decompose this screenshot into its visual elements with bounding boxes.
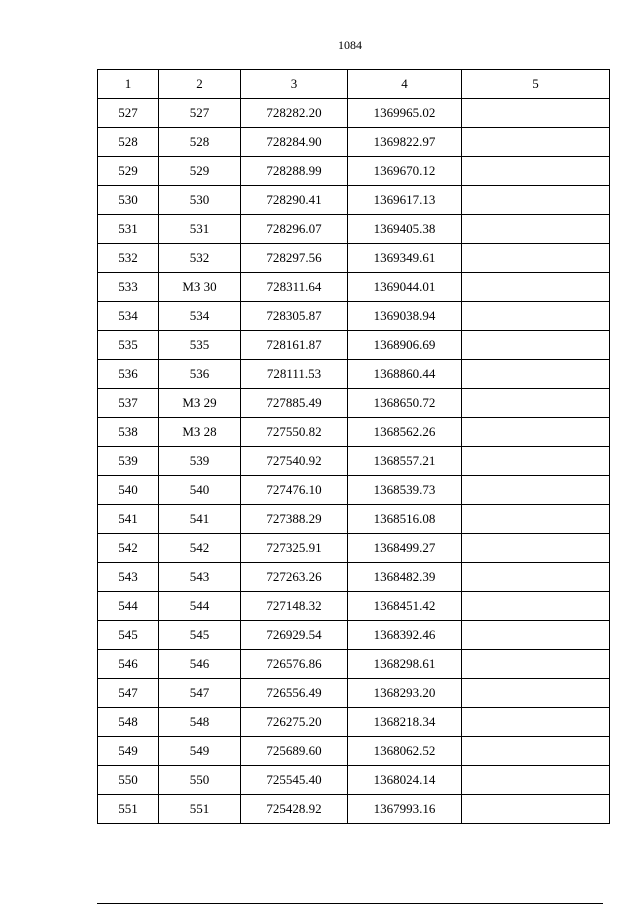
cell-number: 527 bbox=[98, 99, 159, 128]
table-row bbox=[98, 360, 610, 389]
cell-number: 531 bbox=[98, 215, 159, 244]
table-row bbox=[98, 186, 610, 215]
point-name: 531 bbox=[159, 215, 241, 244]
coordinate-x: 727325.91 bbox=[241, 534, 348, 563]
cell-number: 543 bbox=[98, 563, 159, 592]
coordinate-y: 1368024.14 bbox=[348, 766, 462, 795]
coordinate-y: 1368499.27 bbox=[348, 534, 462, 563]
point-name: 540 bbox=[159, 476, 241, 505]
cell-number: 535 bbox=[98, 331, 159, 360]
point-name: 532 bbox=[159, 244, 241, 273]
cell-number: 539 bbox=[98, 447, 159, 476]
coordinate-x: 728161.87 bbox=[241, 331, 348, 360]
point-name: 541 bbox=[159, 505, 241, 534]
coordinate-x: 728296.07 bbox=[241, 215, 348, 244]
table-row bbox=[98, 99, 610, 128]
note bbox=[462, 563, 610, 592]
coordinate-x: 725689.60 bbox=[241, 737, 348, 766]
table-header bbox=[98, 70, 610, 99]
table-row bbox=[98, 650, 610, 679]
cell-number: 547 bbox=[98, 679, 159, 708]
point-name: 528 bbox=[159, 128, 241, 157]
column-header-3: 3 bbox=[241, 70, 348, 99]
note bbox=[462, 447, 610, 476]
table-row bbox=[98, 766, 610, 795]
coordinates-table bbox=[97, 69, 610, 824]
coordinate-y: 1368650.72 bbox=[348, 389, 462, 418]
point-name: 550 bbox=[159, 766, 241, 795]
point-name: 549 bbox=[159, 737, 241, 766]
note bbox=[462, 476, 610, 505]
coordinate-x: 727540.92 bbox=[241, 447, 348, 476]
coordinate-y: 1369670.12 bbox=[348, 157, 462, 186]
note bbox=[462, 273, 610, 302]
note bbox=[462, 737, 610, 766]
point-name: 527 bbox=[159, 99, 241, 128]
cell-number: 541 bbox=[98, 505, 159, 534]
coordinate-y: 1368062.52 bbox=[348, 737, 462, 766]
coordinate-y: 1369617.13 bbox=[348, 186, 462, 215]
note bbox=[462, 99, 610, 128]
table-row bbox=[98, 157, 610, 186]
cell-number: 538 bbox=[98, 418, 159, 447]
note bbox=[462, 708, 610, 737]
cell-number: 529 bbox=[98, 157, 159, 186]
cell-number: 533 bbox=[98, 273, 159, 302]
table-row bbox=[98, 737, 610, 766]
coordinate-x: 728282.20 bbox=[241, 99, 348, 128]
note bbox=[462, 679, 610, 708]
coordinate-y: 1368516.08 bbox=[348, 505, 462, 534]
note bbox=[462, 128, 610, 157]
coordinate-y: 1369405.38 bbox=[348, 215, 462, 244]
column-header-4: 4 bbox=[348, 70, 462, 99]
cell-number: 546 bbox=[98, 650, 159, 679]
table-row bbox=[98, 621, 610, 650]
note bbox=[462, 534, 610, 563]
note bbox=[462, 360, 610, 389]
coordinate-x: 727550.82 bbox=[241, 418, 348, 447]
coordinate-x: 728305.87 bbox=[241, 302, 348, 331]
coordinate-y: 1368293.20 bbox=[348, 679, 462, 708]
coordinate-y: 1369349.61 bbox=[348, 244, 462, 273]
coordinate-y: 1368392.46 bbox=[348, 621, 462, 650]
note bbox=[462, 418, 610, 447]
note bbox=[462, 186, 610, 215]
point-name: 539 bbox=[159, 447, 241, 476]
coordinate-y: 1368482.39 bbox=[348, 563, 462, 592]
point-name: МЗ 29 bbox=[159, 389, 241, 418]
cell-number: 548 bbox=[98, 708, 159, 737]
table-row bbox=[98, 128, 610, 157]
note bbox=[462, 215, 610, 244]
coordinate-x: 727388.29 bbox=[241, 505, 348, 534]
coordinate-x: 726556.49 bbox=[241, 679, 348, 708]
point-name: 535 bbox=[159, 331, 241, 360]
cell-number: 537 bbox=[98, 389, 159, 418]
note bbox=[462, 244, 610, 273]
table-row bbox=[98, 331, 610, 360]
coordinate-x: 728288.99 bbox=[241, 157, 348, 186]
note bbox=[462, 331, 610, 360]
coordinate-y: 1369044.01 bbox=[348, 273, 462, 302]
table-row bbox=[98, 563, 610, 592]
table-row bbox=[98, 244, 610, 273]
coordinate-y: 1368218.34 bbox=[348, 708, 462, 737]
cell-number: 549 bbox=[98, 737, 159, 766]
note bbox=[462, 650, 610, 679]
coordinate-x: 728284.90 bbox=[241, 128, 348, 157]
point-name: 529 bbox=[159, 157, 241, 186]
note bbox=[462, 389, 610, 418]
table-row bbox=[98, 795, 610, 824]
point-name: 544 bbox=[159, 592, 241, 621]
coordinate-x: 728297.56 bbox=[241, 244, 348, 273]
point-name: 551 bbox=[159, 795, 241, 824]
coordinate-y: 1369822.97 bbox=[348, 128, 462, 157]
coordinate-x: 727148.32 bbox=[241, 592, 348, 621]
cell-number: 534 bbox=[98, 302, 159, 331]
coordinate-x: 725545.40 bbox=[241, 766, 348, 795]
point-name: 534 bbox=[159, 302, 241, 331]
table-row bbox=[98, 708, 610, 737]
point-name: 547 bbox=[159, 679, 241, 708]
coordinate-y: 1368860.44 bbox=[348, 360, 462, 389]
table-row bbox=[98, 679, 610, 708]
coordinate-y: 1368451.42 bbox=[348, 592, 462, 621]
cell-number: 532 bbox=[98, 244, 159, 273]
coordinate-x: 725428.92 bbox=[241, 795, 348, 824]
table-row bbox=[98, 418, 610, 447]
cell-number: 530 bbox=[98, 186, 159, 215]
cell-number: 528 bbox=[98, 128, 159, 157]
coordinate-y: 1368906.69 bbox=[348, 331, 462, 360]
table-row bbox=[98, 302, 610, 331]
coordinate-y: 1368539.73 bbox=[348, 476, 462, 505]
column-header-1: 1 bbox=[98, 70, 159, 99]
point-name: 542 bbox=[159, 534, 241, 563]
cell-number: 536 bbox=[98, 360, 159, 389]
note bbox=[462, 795, 610, 824]
coordinate-x: 726929.54 bbox=[241, 621, 348, 650]
note bbox=[462, 592, 610, 621]
table-row bbox=[98, 273, 610, 302]
column-header-2: 2 bbox=[159, 70, 241, 99]
cell-number: 550 bbox=[98, 766, 159, 795]
footer-divider bbox=[97, 903, 603, 904]
coordinate-x: 727263.26 bbox=[241, 563, 348, 592]
note bbox=[462, 621, 610, 650]
point-name: 536 bbox=[159, 360, 241, 389]
table-row bbox=[98, 534, 610, 563]
note bbox=[462, 505, 610, 534]
coordinate-y: 1368298.61 bbox=[348, 650, 462, 679]
table-row bbox=[98, 389, 610, 418]
page-number: 1084 bbox=[338, 38, 362, 52]
header-row bbox=[98, 70, 610, 99]
coordinate-x: 726275.20 bbox=[241, 708, 348, 737]
coordinate-y: 1368562.26 bbox=[348, 418, 462, 447]
cell-number: 540 bbox=[98, 476, 159, 505]
table-row bbox=[98, 215, 610, 244]
point-name: 548 bbox=[159, 708, 241, 737]
cell-number: 545 bbox=[98, 621, 159, 650]
table-body bbox=[98, 99, 610, 824]
point-name: 545 bbox=[159, 621, 241, 650]
table-row bbox=[98, 505, 610, 534]
coordinate-y: 1368557.21 bbox=[348, 447, 462, 476]
coordinate-x: 727476.10 bbox=[241, 476, 348, 505]
point-name: 543 bbox=[159, 563, 241, 592]
coordinate-x: 728311.64 bbox=[241, 273, 348, 302]
coordinate-y: 1369038.94 bbox=[348, 302, 462, 331]
point-name: МЗ 30 bbox=[159, 273, 241, 302]
coordinate-y: 1367993.16 bbox=[348, 795, 462, 824]
cell-number: 551 bbox=[98, 795, 159, 824]
coordinate-x: 727885.49 bbox=[241, 389, 348, 418]
cell-number: 542 bbox=[98, 534, 159, 563]
note bbox=[462, 157, 610, 186]
table-row bbox=[98, 447, 610, 476]
point-name: 546 bbox=[159, 650, 241, 679]
coordinate-y: 1369965.02 bbox=[348, 99, 462, 128]
point-name: 530 bbox=[159, 186, 241, 215]
note bbox=[462, 766, 610, 795]
note bbox=[462, 302, 610, 331]
coordinate-x: 728290.41 bbox=[241, 186, 348, 215]
coordinate-x: 728111.53 bbox=[241, 360, 348, 389]
cell-number: 544 bbox=[98, 592, 159, 621]
coordinate-x: 726576.86 bbox=[241, 650, 348, 679]
column-header-5: 5 bbox=[462, 70, 610, 99]
table-row bbox=[98, 476, 610, 505]
point-name: МЗ 28 bbox=[159, 418, 241, 447]
table-row bbox=[98, 592, 610, 621]
